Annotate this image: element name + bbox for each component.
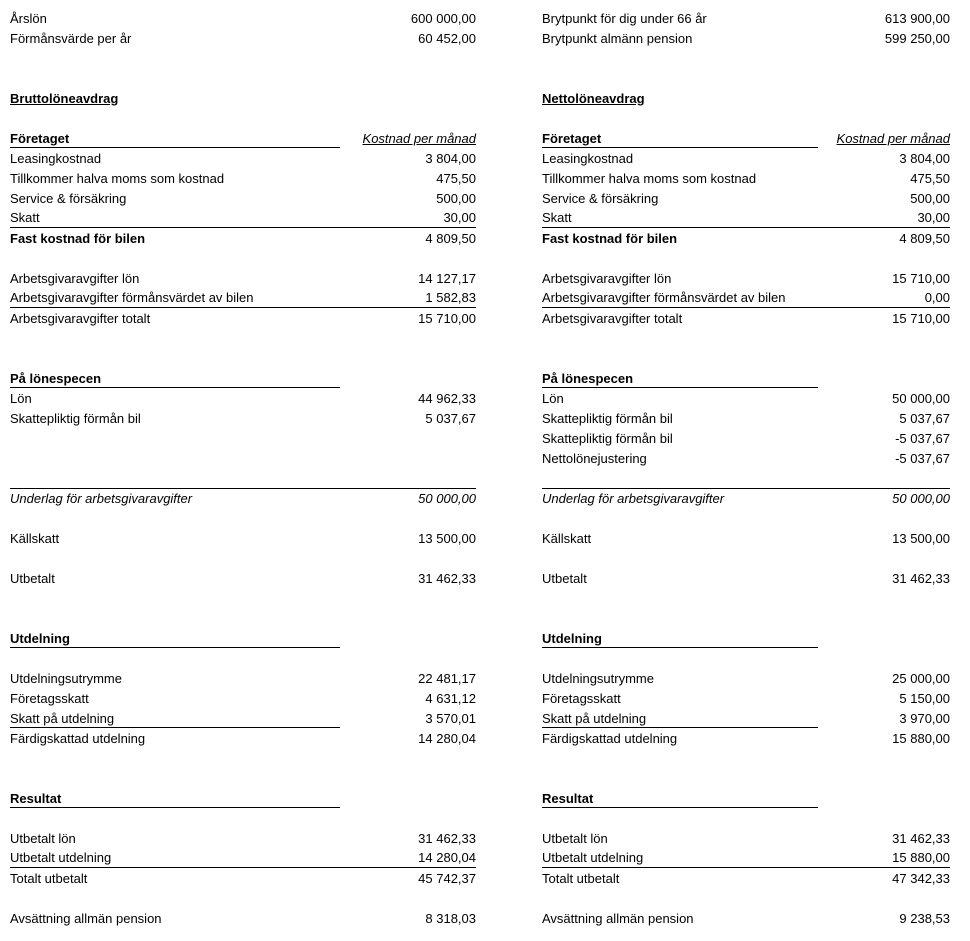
table-row (542, 668, 950, 688)
row-value: 3 970,00 (899, 710, 950, 726)
row-label: Fast kostnad för bilen (542, 230, 678, 246)
row-value: 15 710,00 (892, 310, 950, 326)
table-row (542, 528, 950, 548)
row-value: Kostnad per månad (836, 130, 950, 146)
table-row (10, 788, 476, 808)
spacer-row (10, 548, 476, 568)
row-value: 50 000,00 (418, 491, 476, 506)
table-row (542, 228, 950, 248)
table-row (10, 228, 476, 248)
spacer-row (542, 588, 950, 608)
spacer-row (10, 808, 476, 828)
row-value: 613 900,00 (884, 10, 950, 26)
row-value: 475,50 (436, 170, 476, 186)
row-label: Företagsskatt (10, 690, 89, 706)
table-row (10, 688, 476, 708)
spacer-row (542, 68, 950, 88)
spacer-row (10, 328, 476, 348)
row-value: 5 037,67 (425, 410, 476, 426)
table-row (10, 828, 476, 848)
row-value: 31 462,33 (892, 830, 950, 846)
row-value: 599 250,00 (884, 30, 950, 46)
table-row (542, 268, 950, 288)
row-value: -5 037,67 (895, 450, 950, 466)
spacer-row (10, 588, 476, 608)
row-value: 14 280,04 (418, 850, 476, 865)
row-value: 9 238,53 (899, 910, 950, 926)
row-value: 600 000,00 (410, 10, 476, 26)
spacer-row (10, 768, 476, 788)
row-value: 14 127,17 (418, 270, 476, 286)
row-label: Avsättning allmän pension (542, 910, 694, 926)
row-label: Färdigskattad utdelning (10, 730, 146, 746)
row-label: Utbetalt (542, 570, 587, 586)
table-row (10, 528, 476, 548)
table-row (542, 448, 950, 468)
table-row (542, 708, 950, 728)
row-value: 4 631,12 (425, 690, 476, 706)
table-row (542, 188, 950, 208)
section-title-row (10, 88, 476, 108)
table-row (10, 148, 476, 168)
table-row (542, 388, 950, 408)
table-row (10, 128, 476, 148)
spacer-row (542, 748, 950, 768)
row-label: Underlag för arbetsgivaravgifter (10, 491, 193, 506)
table-row (10, 8, 476, 28)
row-label: Utdelning (542, 630, 602, 646)
row-label: Arbetsgivaravgifter förmånsvärdet av bilen (542, 290, 786, 305)
spacer-row (10, 748, 476, 768)
table-row (10, 288, 476, 308)
table-row (542, 288, 950, 308)
row-label: Brytpunkt för dig under 66 år (542, 10, 707, 26)
row-label: Arbetsgivaravgifter lön (542, 270, 672, 286)
table-row (542, 848, 950, 868)
spacer-row (542, 808, 950, 828)
row-label: På lönespecen (10, 370, 102, 386)
spacer-row (10, 48, 476, 68)
row-value: 15 710,00 (892, 270, 950, 286)
table-row (10, 848, 476, 868)
row-label: Arbetsgivaravgifter förmånsvärdet av bilen (10, 290, 254, 305)
row-value: 30,00 (917, 210, 950, 225)
row-value: 22 481,17 (418, 670, 476, 686)
table-row (10, 708, 476, 728)
row-label: Fast kostnad för bilen (10, 230, 146, 246)
row-label: Service & försäkring (10, 190, 127, 206)
row-value: 15 880,00 (892, 730, 950, 746)
table-row (10, 208, 476, 228)
table-row (10, 668, 476, 688)
row-label: Leasingkostnad (10, 150, 102, 166)
row-value: 13 500,00 (892, 530, 950, 546)
table-row (542, 688, 950, 708)
table-row (542, 868, 950, 888)
row-value: 4 809,50 (899, 230, 950, 246)
row-value: 44 962,33 (418, 390, 476, 406)
table-row (10, 868, 476, 888)
row-label: Leasingkostnad (542, 150, 634, 166)
spacer-row (10, 648, 476, 668)
row-label: Skatt på utdelning (542, 710, 647, 726)
section-title: Bruttolöneavdrag (10, 90, 119, 106)
row-label: Skattepliktig förmån bil (10, 410, 141, 426)
row-label: Utbetalt (10, 570, 55, 586)
spacer-row (542, 768, 950, 788)
table-row (542, 8, 950, 28)
table-row (10, 308, 476, 328)
table-row (542, 308, 950, 328)
spacer-row (10, 348, 476, 368)
spacer-row (542, 468, 950, 488)
row-label: Företaget (10, 130, 70, 146)
section-title-row (542, 88, 950, 108)
row-value: 31 462,33 (418, 830, 476, 846)
table-row (542, 148, 950, 168)
spacer-row (542, 48, 950, 68)
spacer-row (10, 888, 476, 908)
spacer-row (10, 468, 476, 488)
row-label: Utbetalt utdelning (10, 850, 112, 865)
row-label: Företagsskatt (542, 690, 621, 706)
table-row (10, 408, 476, 428)
spacer-row (542, 608, 950, 628)
row-label: Avsättning allmän pension (10, 910, 162, 926)
row-label: Service & försäkring (542, 190, 659, 206)
section-title: Nettolöneavdrag (542, 90, 645, 106)
row-value: -5 037,67 (895, 430, 950, 446)
spacer-row (542, 248, 950, 268)
table-row (542, 488, 950, 508)
table-row (10, 388, 476, 408)
spacer-row (10, 508, 476, 528)
row-value: 13 500,00 (418, 530, 476, 546)
row-label: Arbetsgivaravgifter totalt (10, 310, 151, 326)
table-row (542, 788, 950, 808)
row-value: 14 280,04 (418, 730, 476, 746)
spacer-row (10, 608, 476, 628)
row-label: Årslön (10, 10, 47, 26)
spacer-row (10, 248, 476, 268)
row-value: 3 804,00 (425, 150, 476, 166)
table-row (542, 168, 950, 188)
table-row (10, 168, 476, 188)
table-row (10, 568, 476, 588)
row-label: Arbetsgivaravgifter totalt (542, 310, 683, 326)
row-label: Utdelning (10, 630, 70, 646)
table-row (542, 908, 950, 928)
row-label: Utdelningsutrymme (10, 670, 122, 686)
row-label: Resultat (542, 790, 594, 806)
row-label: Utdelningsutrymme (542, 670, 654, 686)
row-label: Nettolönejustering (542, 450, 647, 466)
row-label: Lön (542, 390, 564, 406)
row-label: Totalt utbetalt (542, 870, 620, 886)
table-row (10, 28, 476, 48)
table-row (10, 368, 476, 388)
row-label: Lön (10, 390, 32, 406)
table-row (10, 728, 476, 748)
table-row (542, 368, 950, 388)
table-row (10, 488, 476, 508)
row-value: 1 582,83 (425, 290, 476, 305)
table-row (542, 128, 950, 148)
row-label: Skattepliktig förmån bil (542, 410, 673, 426)
row-label: Skatt (542, 210, 572, 225)
panel-nettoloneavdrag (542, 8, 950, 928)
row-label: Resultat (10, 790, 62, 806)
row-value: 50 000,00 (892, 491, 950, 506)
table-row (542, 628, 950, 648)
row-value: 5 037,67 (899, 410, 950, 426)
row-value: 500,00 (910, 190, 950, 206)
table-row (542, 208, 950, 228)
row-value: 31 462,33 (892, 570, 950, 586)
table-row (542, 428, 950, 448)
spacer-row (542, 108, 950, 128)
row-label: Tillkommer halva moms som kostnad (542, 170, 757, 186)
spacer-row (542, 648, 950, 668)
table-row (542, 408, 950, 428)
spacer-row (542, 548, 950, 568)
row-label: Utbetalt lön (542, 830, 608, 846)
row-value: 475,50 (910, 170, 950, 186)
spacer-row (10, 68, 476, 88)
spacer-row (10, 108, 476, 128)
spacer-row (10, 428, 476, 448)
row-value: 50 000,00 (892, 390, 950, 406)
table-row (10, 268, 476, 288)
row-label: Källskatt (10, 530, 60, 546)
row-label: Företaget (542, 130, 602, 146)
row-label: Utbetalt utdelning (542, 850, 644, 865)
row-value: 4 809,50 (425, 230, 476, 246)
row-value: 47 342,33 (892, 870, 950, 886)
row-value: 15 710,00 (418, 310, 476, 326)
table-row (10, 628, 476, 648)
row-label: Underlag för arbetsgivaravgifter (542, 491, 725, 506)
spacer-row (10, 448, 476, 468)
row-label: På lönespecen (542, 370, 634, 386)
row-value: 8 318,03 (425, 910, 476, 926)
spacer-row (542, 348, 950, 368)
table-row (542, 568, 950, 588)
row-label: Arbetsgivaravgifter lön (10, 270, 140, 286)
row-label: Källskatt (542, 530, 592, 546)
table-row (542, 28, 950, 48)
row-value: 3 570,01 (425, 710, 476, 726)
row-value: 31 462,33 (418, 570, 476, 586)
spacer-row (542, 328, 950, 348)
row-label: Färdigskattad utdelning (542, 730, 678, 746)
row-label: Skatt (10, 210, 40, 225)
row-value: Kostnad per månad (362, 130, 476, 146)
row-value: 60 452,00 (418, 30, 476, 46)
row-label: Tillkommer halva moms som kostnad (10, 170, 225, 186)
row-label: Skattepliktig förmån bil (542, 430, 673, 446)
spacer-row (542, 508, 950, 528)
row-value: 45 742,37 (418, 870, 476, 886)
panel-bruttoloneavdrag (10, 8, 476, 928)
spacer-row (542, 888, 950, 908)
row-value: 500,00 (436, 190, 476, 206)
row-value: 30,00 (443, 210, 476, 225)
row-value: 5 150,00 (899, 690, 950, 706)
table-row (10, 188, 476, 208)
row-label: Utbetalt lön (10, 830, 76, 846)
row-value: 0,00 (924, 290, 950, 305)
row-value: 3 804,00 (899, 150, 950, 166)
table-row (542, 828, 950, 848)
table-row (542, 728, 950, 748)
row-label: Brytpunkt almänn pension (542, 30, 693, 46)
table-row (10, 908, 476, 928)
row-label: Förmånsvärde per år (10, 30, 132, 46)
row-label: Totalt utbetalt (10, 870, 88, 886)
row-value: 25 000,00 (892, 670, 950, 686)
row-value: 15 880,00 (892, 850, 950, 865)
row-label: Skatt på utdelning (10, 710, 115, 726)
